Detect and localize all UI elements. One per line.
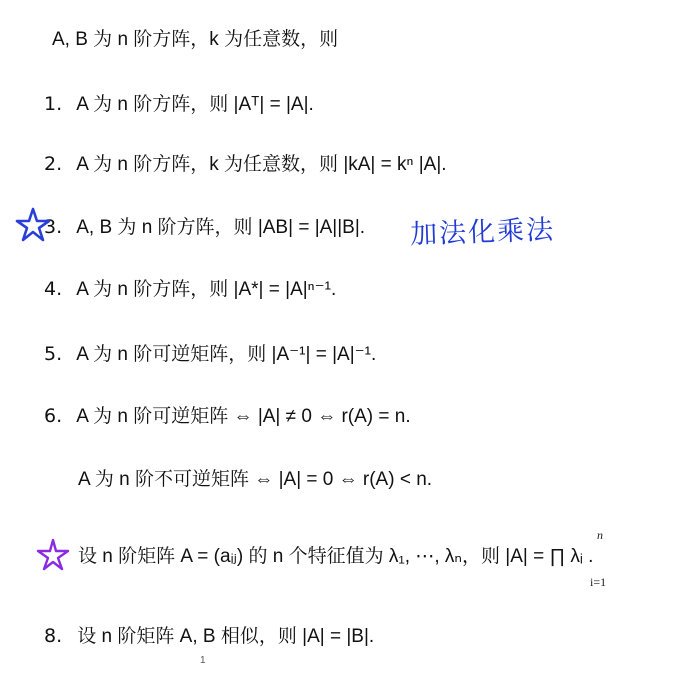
item-text: A 为 n 阶可逆矩阵，则 |A⁻¹| = |A|⁻¹.: [76, 344, 377, 365]
item-1: [44, 90, 314, 119]
stray-tick-mark: 1: [200, 655, 206, 666]
blue-star-icon: [14, 206, 52, 244]
item-7: [78, 543, 593, 571]
item-number: 1.: [44, 93, 63, 115]
item-3: [44, 213, 365, 242]
item-number: 5.: [44, 343, 63, 365]
item-6: [44, 402, 411, 431]
intro-line: [52, 26, 338, 54]
item-text: A 为 n 阶不可逆矩阵 ⇔ |A| = 0 ⇔ r(A) < n.: [78, 469, 433, 490]
item-text: A 为 n 阶方阵，k 为任意数，则 |kA| = kⁿ |A|.: [76, 154, 447, 175]
product-upper-limit: n: [597, 528, 603, 542]
item-text: 设 n 阶矩阵 A = (aᵢⱼ) 的 n 个特征值为 λ₁, ⋯, λₙ，则 |A| = ∏ λᵢ .: [78, 546, 594, 567]
item-text: A 为 n 阶可逆矩阵 ⇔ |A| ≠ 0 ⇔ r(A) = n.: [76, 406, 411, 427]
item-2: [44, 150, 447, 179]
purple-star-icon: [36, 538, 70, 572]
item-text: A, B 为 n 阶方阵，则 |AB| = |A||B|.: [76, 217, 366, 238]
product-lower-limit: i=1: [590, 575, 607, 589]
item-4: [44, 275, 336, 304]
item-8: [44, 622, 374, 651]
item-text: A 为 n 阶方阵，则 |Aᵀ| = |A|.: [76, 94, 314, 115]
item-text: 设 n 阶矩阵 A, B 相似，则 |A| = |B|.: [77, 626, 375, 647]
item-number: 6.: [44, 405, 63, 427]
item-number: 3.: [44, 216, 63, 238]
intro-text: A, B 为 n 阶方阵，k 为任意数，则: [52, 29, 339, 50]
item-5: [44, 340, 376, 369]
item-text: A 为 n 阶方阵，则 |A*| = |A|ⁿ⁻¹.: [76, 279, 337, 300]
item-number: 4.: [44, 278, 63, 300]
item-6-continued: [78, 466, 432, 494]
item-number: 2.: [44, 153, 63, 175]
handwritten-annotation: 加法化乘法: [409, 214, 556, 251]
item-number: 8.: [44, 625, 63, 647]
